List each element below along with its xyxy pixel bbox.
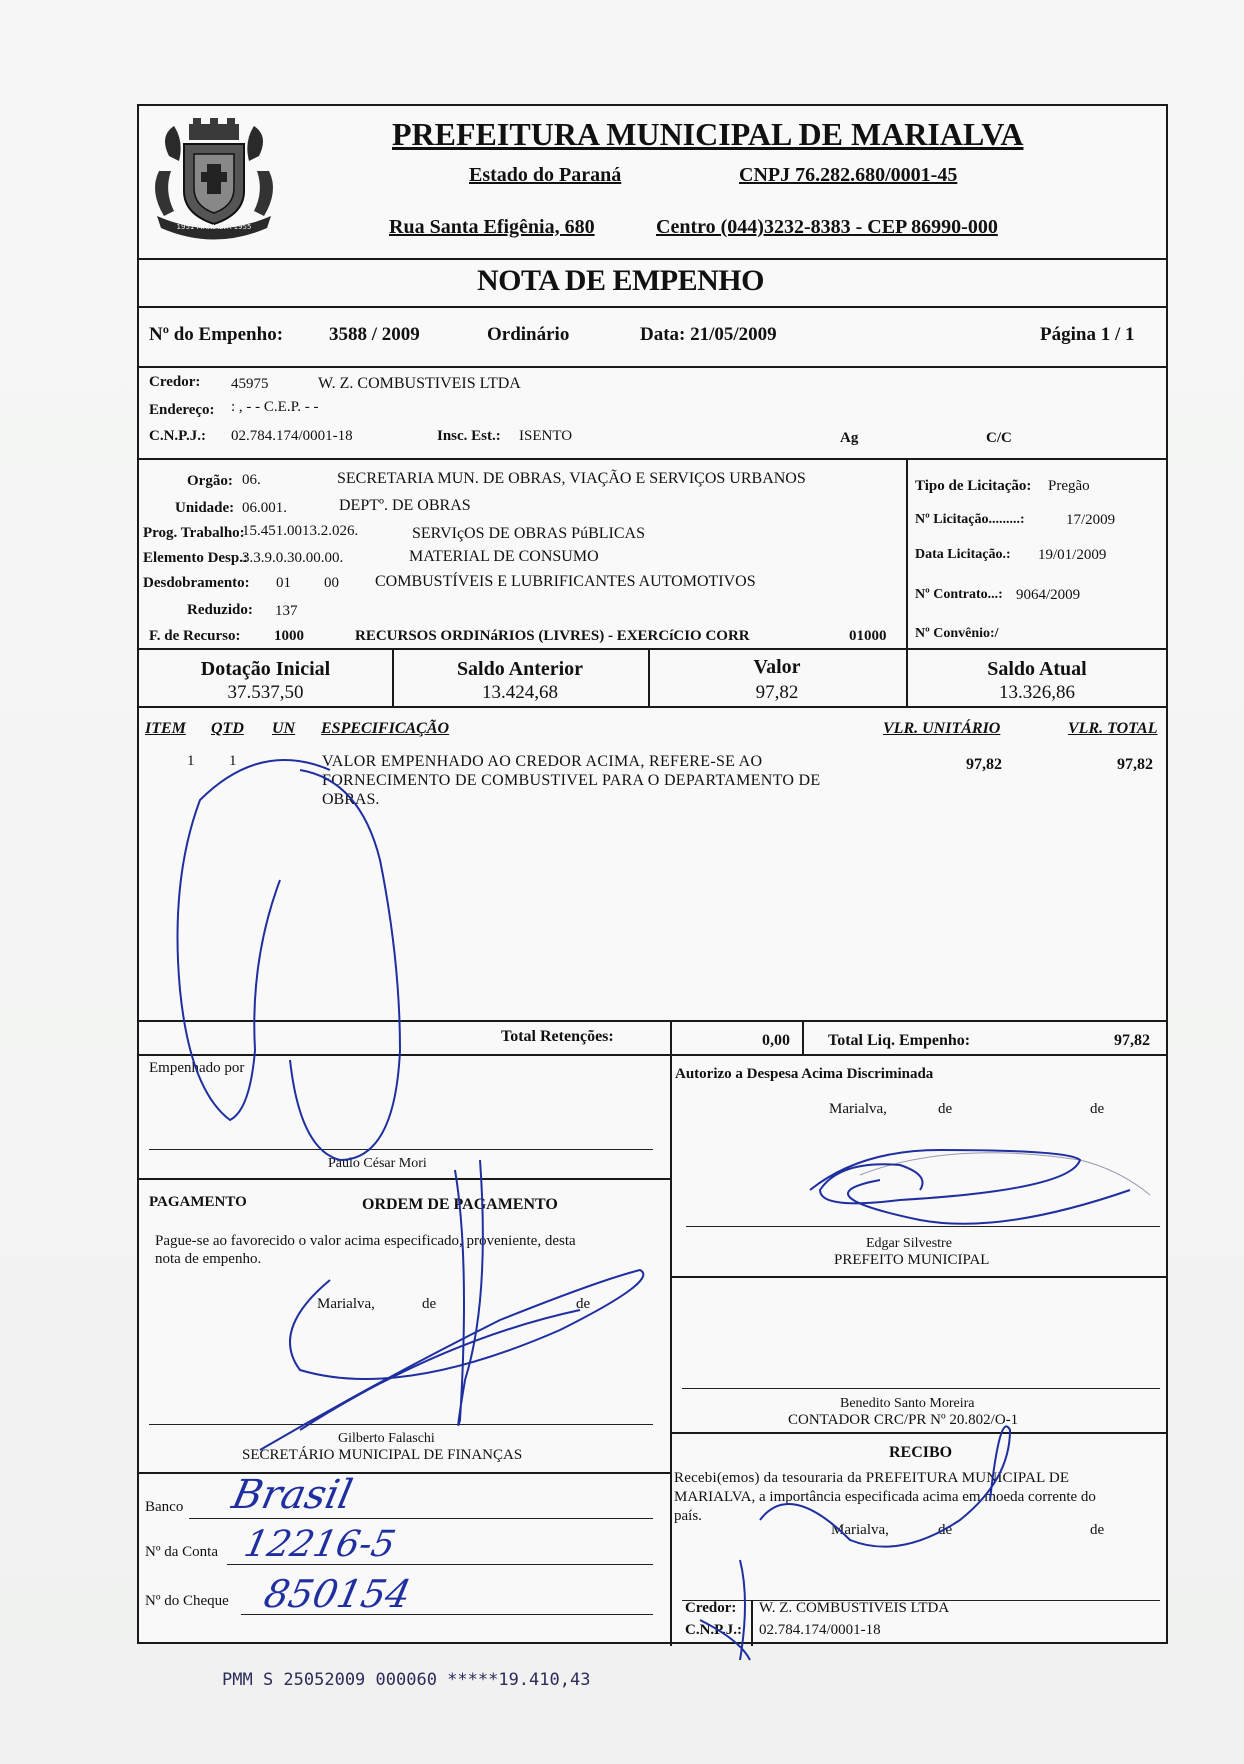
credor-label: Credor:	[149, 374, 201, 390]
tipo-licitacao-value: Pregão	[1048, 478, 1090, 494]
divider	[139, 366, 1168, 368]
banco-handwritten: Brasil	[228, 1472, 357, 1518]
document-title: NOTA DE EMPENHO	[477, 264, 764, 297]
secretario-name: Gilberto Falaschi	[338, 1431, 435, 1446]
col-vlr-unitario: VLR. UNITÁRIO	[883, 720, 1001, 737]
pagamento-text-line1: Pague-se ao favorecido o valor acima especificado, proveniente, desta	[155, 1233, 576, 1249]
orgao-code: 06.	[242, 472, 261, 488]
desdobramento-desc: COMBUSTÍVEIS E LUBRIFICANTES AUTOMOTIVOS	[375, 573, 756, 590]
prog-label: Prog. Trabalho:	[143, 525, 245, 541]
col-especificacao: ESPECIFICAÇÃO	[321, 720, 450, 737]
pagamento-de2: de	[576, 1296, 591, 1312]
address-detail: Centro (044)3232-8383 - CEP 86990-000	[656, 216, 998, 238]
divider	[751, 1600, 753, 1646]
conta-handwritten: 12216-5	[240, 1524, 399, 1565]
recibo-text-line3: país.	[674, 1508, 702, 1524]
autorizo-city: Marialva,	[829, 1101, 887, 1117]
elemento-label: Elemento Desp.:	[143, 550, 248, 566]
conta-label: Nº da Conta	[145, 1544, 218, 1560]
prefeito-name: Edgar Silvestre	[866, 1236, 952, 1251]
data-licitacao-value: 19/01/2009	[1038, 547, 1107, 563]
pagamento-label: PAGAMENTO	[149, 1194, 247, 1210]
num-licitacao-value: 17/2009	[1066, 512, 1116, 528]
divider	[139, 1054, 1168, 1056]
cnpj-value: 02.784.174/0001-18	[231, 428, 353, 444]
autorizo-de2: de	[1090, 1101, 1105, 1117]
divider	[670, 1054, 672, 1646]
item-spec-line2: FORNECIMENTO DE COMBUSTIVEL PARA O DEPARTAMENTO DE	[322, 772, 821, 789]
empenhado-por-label: Empenhado por	[149, 1060, 245, 1076]
valor-label: Valor	[753, 656, 801, 678]
cnpj-label: C.N.P.J.:	[149, 428, 206, 444]
banco-label: Banco	[145, 1499, 184, 1515]
convenio-label: Nº Convênio:/	[915, 626, 999, 641]
item-qtd: 1	[229, 753, 237, 769]
recibo-city: Marialva,	[831, 1522, 889, 1538]
divider	[670, 1432, 1168, 1434]
credor-code: 45975	[231, 376, 269, 392]
item-spec-line1: VALOR EMPENHADO AO CREDOR ACIMA, REFERE-SE AO	[322, 753, 763, 770]
retencoes-label: Total Retenções:	[501, 1028, 614, 1045]
prefeito-title: PREFEITO MUNICIPAL	[834, 1252, 990, 1268]
desdobramento-label: Desdobramento:	[143, 575, 250, 591]
divider	[139, 706, 1168, 708]
reduzido-value: 137	[275, 603, 298, 619]
contador-title: CONTADOR CRC/PR Nº 20.802/O-1	[788, 1412, 1019, 1428]
svg-text:1951 MARIALVA 1955: 1951 MARIALVA 1955	[176, 223, 252, 231]
item-spec-line3: OBRAS.	[322, 791, 380, 808]
recibo-de1: de	[938, 1522, 953, 1538]
cheque-label: Nº do Cheque	[145, 1593, 229, 1609]
prog-code: 15.451.0013.2.026.	[242, 523, 359, 539]
col-item: ITEM	[145, 720, 186, 737]
divider	[139, 1472, 670, 1474]
recibo-credor-value: W. Z. COMBUSTIVEIS LTDA	[759, 1600, 950, 1616]
fonte-label: F. de Recurso:	[149, 628, 241, 644]
signature-line	[686, 1226, 1160, 1227]
retencoes-value: 0,00	[762, 1032, 790, 1049]
divider	[670, 1276, 1168, 1278]
divider	[139, 1178, 670, 1180]
divider	[139, 648, 1168, 650]
cc-label: C/C	[986, 430, 1012, 446]
recibo-title: RECIBO	[889, 1444, 953, 1461]
contrato-value: 9064/2009	[1016, 587, 1081, 603]
cnpj-header: CNPJ 76.282.680/0001-45	[739, 164, 958, 186]
divider	[802, 1020, 804, 1054]
pagamento-city: Marialva,	[317, 1296, 375, 1312]
divider	[139, 1020, 1168, 1022]
nota-empenho-document	[137, 104, 1168, 1644]
elemento-code: 3.3.9.0.30.00.00.	[242, 550, 344, 566]
recibo-de2: de	[1090, 1522, 1105, 1538]
unidade-label: Unidade:	[175, 500, 235, 516]
prefeitura-title: PREFEITURA MUNICIPAL DE MARIALVA	[392, 116, 1024, 152]
empenho-date: Data: 21/05/2009	[640, 324, 777, 345]
orgao-desc: SECRETARIA MUN. DE OBRAS, VIAÇÃO E SERVIÇOS URBANOS	[337, 470, 806, 487]
secretario-title: SECRETÁRIO MUNICIPAL DE FINANÇAS	[242, 1447, 523, 1463]
recibo-text-line1: Recebi(emos) da tesouraria da PREFEITURA MUNICIPAL DE	[674, 1470, 1070, 1486]
autorizo-label: Autorizo a Despesa Acima Discriminada	[675, 1066, 934, 1082]
num-licitacao-label: Nº Licitação.........:	[915, 512, 1025, 527]
signature-line	[149, 1424, 653, 1425]
item-number: 1	[187, 753, 195, 769]
item-total-value: 97,82	[1117, 756, 1153, 773]
divider	[139, 306, 1168, 308]
data-licitacao-label: Data Licitação.:	[915, 547, 1011, 562]
fonte-code: 1000	[274, 628, 304, 644]
fonte-desc: RECURSOS ORDINáRIOS (LIVRES) - EXERCíCIO CORR	[355, 628, 750, 644]
endereco-value: : , - - C.E.P. - -	[231, 399, 319, 415]
credor-name: W. Z. COMBUSTIVEIS LTDA	[318, 375, 521, 392]
state-label: Estado do Paraná	[469, 164, 622, 186]
bank-stamp: PMM S 25052009 000060 *****19.410,43	[222, 1670, 591, 1690]
reduzido-label: Reduzido:	[187, 602, 253, 618]
divider	[670, 1020, 672, 1054]
col-un: UN	[272, 720, 296, 737]
desdobramento-code1: 01	[276, 575, 291, 591]
empenho-number-label: Nº do Empenho:	[149, 324, 284, 345]
insc-label: Insc. Est.:	[437, 428, 501, 444]
valor-value: 97,82	[755, 682, 799, 703]
signature-line	[682, 1388, 1160, 1389]
pagamento-de1: de	[422, 1296, 437, 1312]
orgao-label: Orgão:	[187, 473, 233, 489]
recibo-cnpj-value: 02.784.174/0001-18	[759, 1622, 881, 1638]
recibo-cnpj-label: C.N.P.J.:	[685, 1622, 742, 1638]
desdobramento-code2: 00	[324, 575, 339, 591]
divider	[139, 258, 1168, 260]
elemento-desc: MATERIAL DE CONSUMO	[409, 548, 599, 565]
unidade-desc: DEPTº. DE OBRAS	[339, 497, 471, 514]
banco-line	[189, 1518, 653, 1519]
recibo-credor-label: Credor:	[685, 1600, 737, 1616]
contador-name: Benedito Santo Moreira	[840, 1396, 975, 1411]
saldo-atual-label: Saldo Atual	[987, 658, 1087, 680]
contrato-label: Nº Contrato...:	[915, 587, 1003, 602]
divider	[906, 458, 908, 648]
pagamento-text-line2: nota de empenho.	[155, 1251, 262, 1267]
dotacao-label: Dotação Inicial	[200, 658, 331, 680]
municipal-crest-logo	[149, 116, 279, 240]
ag-label: Ag	[840, 430, 859, 446]
col-vlr-total: VLR. TOTAL	[1068, 720, 1158, 737]
saldo-anterior-value: 13.424,68	[482, 682, 558, 703]
saldo-anterior-label: Saldo Anterior	[456, 658, 584, 680]
signature-line	[149, 1149, 653, 1150]
ordem-pagamento-title: ORDEM DE PAGAMENTO	[362, 1196, 558, 1213]
insc-value: ISENTO	[519, 428, 573, 444]
tipo-licitacao-label: Tipo de Licitação:	[915, 478, 1032, 494]
empenho-number: 3588 / 2009	[329, 324, 420, 345]
saldo-atual-value: 13.326,86	[999, 682, 1075, 703]
unidade-code: 06.001.	[242, 500, 287, 516]
autorizo-de1: de	[938, 1101, 953, 1117]
col-qtd: QTD	[211, 720, 244, 737]
dotacao-value: 37.537,50	[227, 682, 304, 703]
empenho-type: Ordinário	[487, 324, 570, 345]
divider	[139, 458, 1168, 460]
total-liquido-label: Total Liq. Empenho:	[828, 1032, 971, 1049]
address-street: Rua Santa Efigênia, 680	[389, 216, 595, 238]
endereco-label: Endereço:	[149, 402, 215, 418]
cheque-handwritten: 850154	[260, 1572, 415, 1616]
empenhado-por-name: Paulo César Mori	[328, 1156, 427, 1171]
prog-desc: SERVIçOS DE OBRAS PúBLICAS	[412, 525, 645, 542]
item-unit-value: 97,82	[966, 756, 1002, 773]
recibo-text-line2: MARIALVA, a importância especificada acima em moeda corrente do	[674, 1489, 1096, 1505]
page-indicator: Página 1 / 1	[1040, 324, 1135, 345]
fonte-code2: 01000	[849, 628, 887, 644]
total-liquido-value: 97,82	[1114, 1032, 1150, 1049]
